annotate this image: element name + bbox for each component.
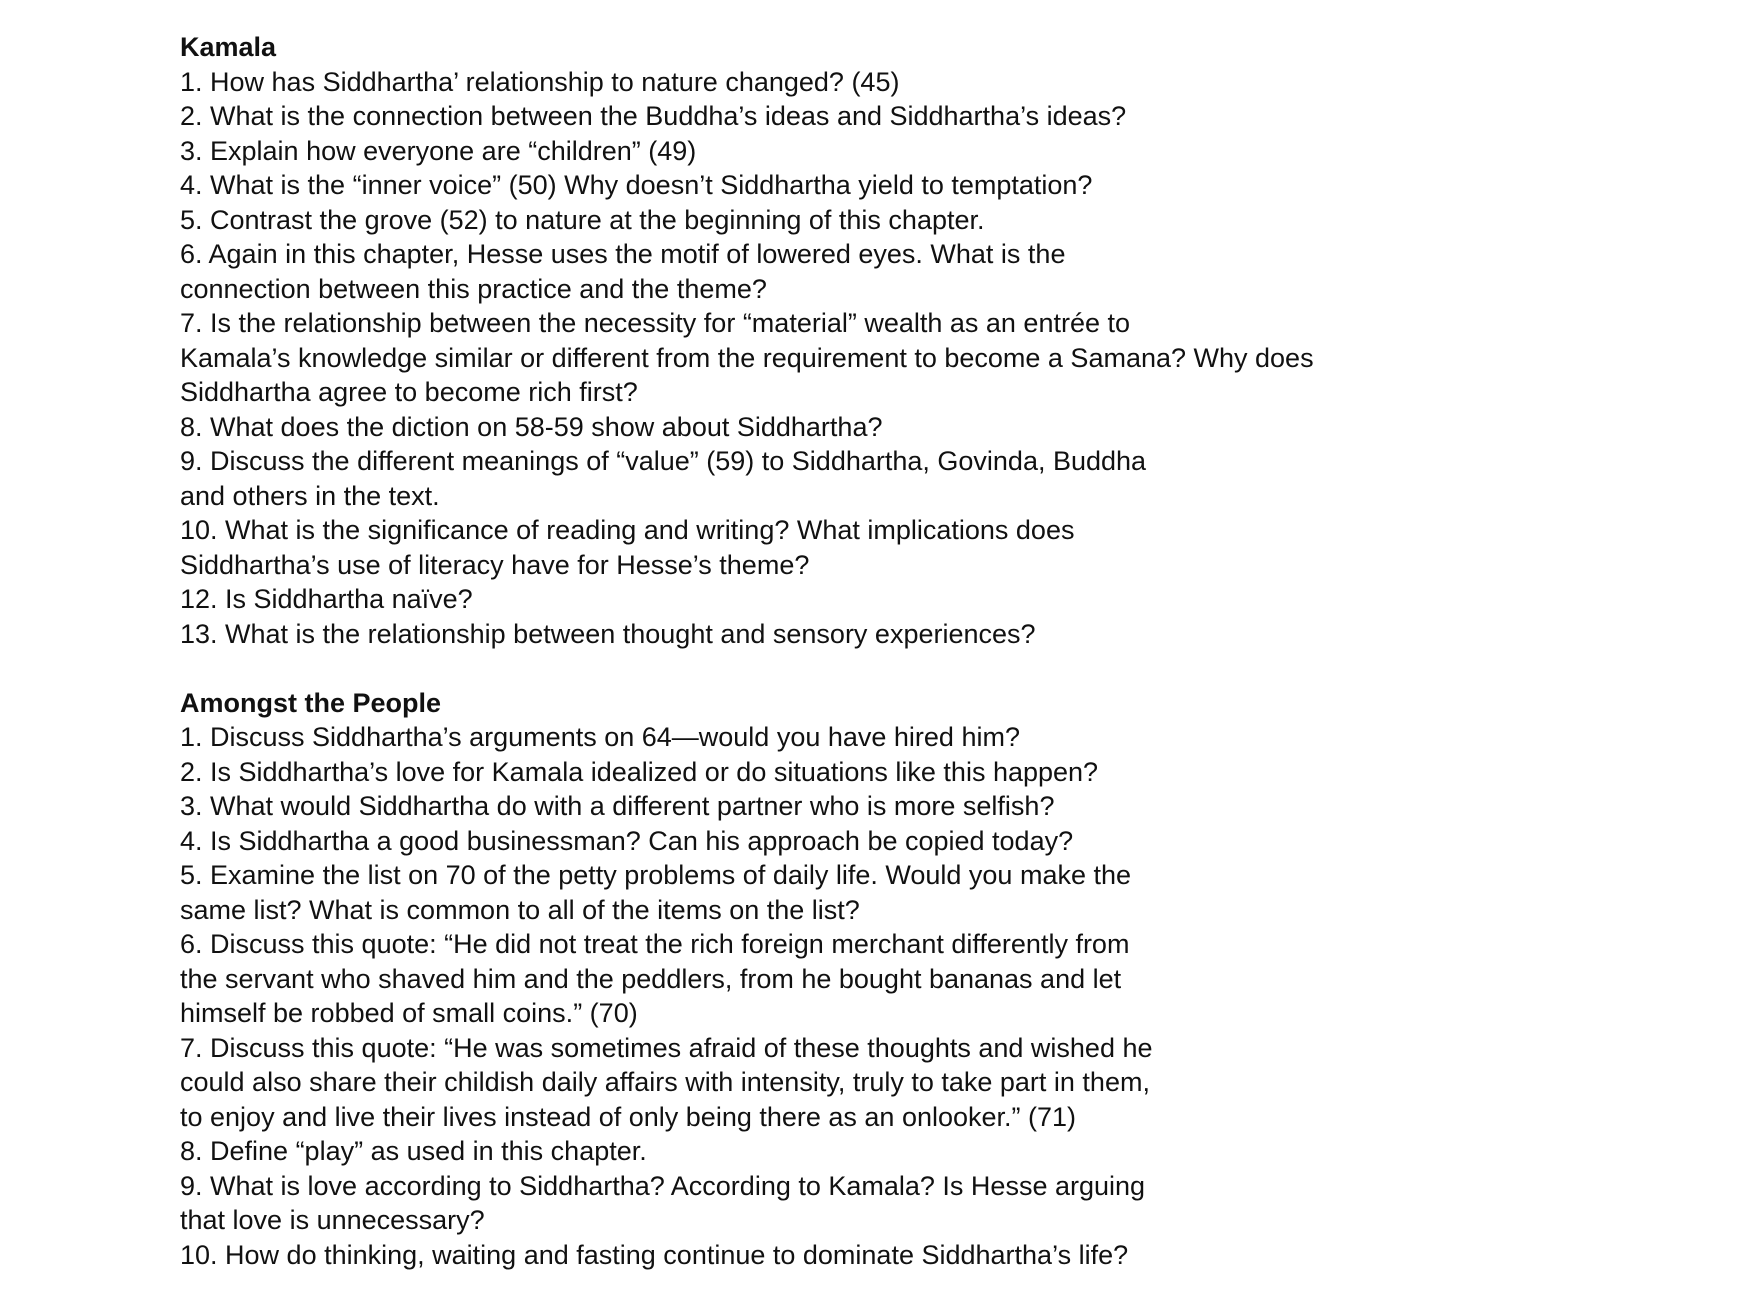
question-line: 4. Is Siddhartha a good businessman? Can his approach be copied today? [180, 825, 1074, 856]
question-line: 9. Discuss the different meanings of “value” (59) to Siddhartha, Govinda, Buddha [180, 446, 1147, 476]
question-line: same list? What is common to all of the items on the list? [180, 894, 860, 925]
section-spacer [180, 651, 1660, 686]
question-line: 2. Is Siddhartha’s love for Kamala idealized or do situations like this happen? [180, 756, 1099, 787]
question-line: the servant who shaved him and the peddlers, from he bought bananas and let [180, 963, 1122, 994]
question-line: 1. How has Siddhartha’ relationship to nature changed? (45) [180, 66, 900, 97]
question-line: 12. Is Siddhartha naïve? [180, 584, 473, 614]
question-line: 13. What is the relationship between thought and sensory experiences? [180, 618, 1036, 649]
question-line: 9. What is love according to Siddhartha? According to Kamala? Is Hesse arguing [180, 1170, 1146, 1201]
question-line: connection between this practice and the theme? [180, 273, 767, 304]
question-line: Kamala’s knowledge similar or different from the requirement to become a Samana? Why does [180, 342, 1314, 373]
section-amongst-the-people [180, 686, 1660, 1273]
question-line: 7. Is the relationship between the necessity for “material” wealth as an entrée to [180, 308, 1131, 338]
question-line: Siddhartha’s use of literacy have for Hesse’s theme? [180, 549, 810, 580]
question-line: 2. What is the connection between the Buddha’s ideas and Siddhartha’s ideas? [180, 101, 1127, 131]
section-heading: Amongst the People [180, 687, 442, 718]
document-content [180, 30, 1660, 1272]
question-line: 6. Discuss this quote: “He did not treat the rich foreign merchant differently from [180, 929, 1130, 959]
section-kamala [180, 30, 1660, 651]
question-line: 1. Discuss Siddhartha’s arguments on 64—would you have hired him? [180, 722, 1020, 752]
question-line: 5. Examine the list on 70 of the petty problems of daily life. Would you make the [180, 860, 1132, 890]
question-line: to enjoy and live their lives instead of only being there as an onlooker.” (71) [180, 1101, 1077, 1132]
section-heading: Kamala [180, 32, 277, 62]
question-line: 5. Contrast the grove (52) to nature at the beginning of this chapter. [180, 204, 985, 235]
question-line: 6. Again in this chapter, Hesse uses the motif of lowered eyes. What is the [180, 239, 1066, 269]
question-line: himself be robbed of small coins.” (70) [180, 998, 638, 1028]
question-line: 4. What is the “inner voice” (50) Why doesn’t Siddhartha yield to temptation? [180, 170, 1093, 200]
question-line: 3. What would Siddhartha do with a different partner who is more selfish? [180, 791, 1055, 821]
question-line: 10. What is the significance of reading and writing? What implications does [180, 515, 1075, 545]
question-line: 8. Define “play” as used in this chapter. [180, 1136, 647, 1166]
question-line: 10. How do thinking, waiting and fasting continue to dominate Siddhartha’s life? [180, 1239, 1129, 1270]
question-line: could also share their childish daily affairs with intensity, truly to take part in them, [180, 1067, 1150, 1097]
question-line: 3. Explain how everyone are “children” (49) [180, 135, 697, 166]
question-line: 7. Discuss this quote: “He was sometimes afraid of these thoughts and wished he [180, 1032, 1153, 1063]
question-line: 8. What does the diction on 58-59 show about Siddhartha? [180, 411, 883, 442]
question-line: that love is unnecessary? [180, 1205, 485, 1235]
question-line: Siddhartha agree to become rich first? [180, 377, 638, 407]
question-line: and others in the text. [180, 480, 440, 511]
